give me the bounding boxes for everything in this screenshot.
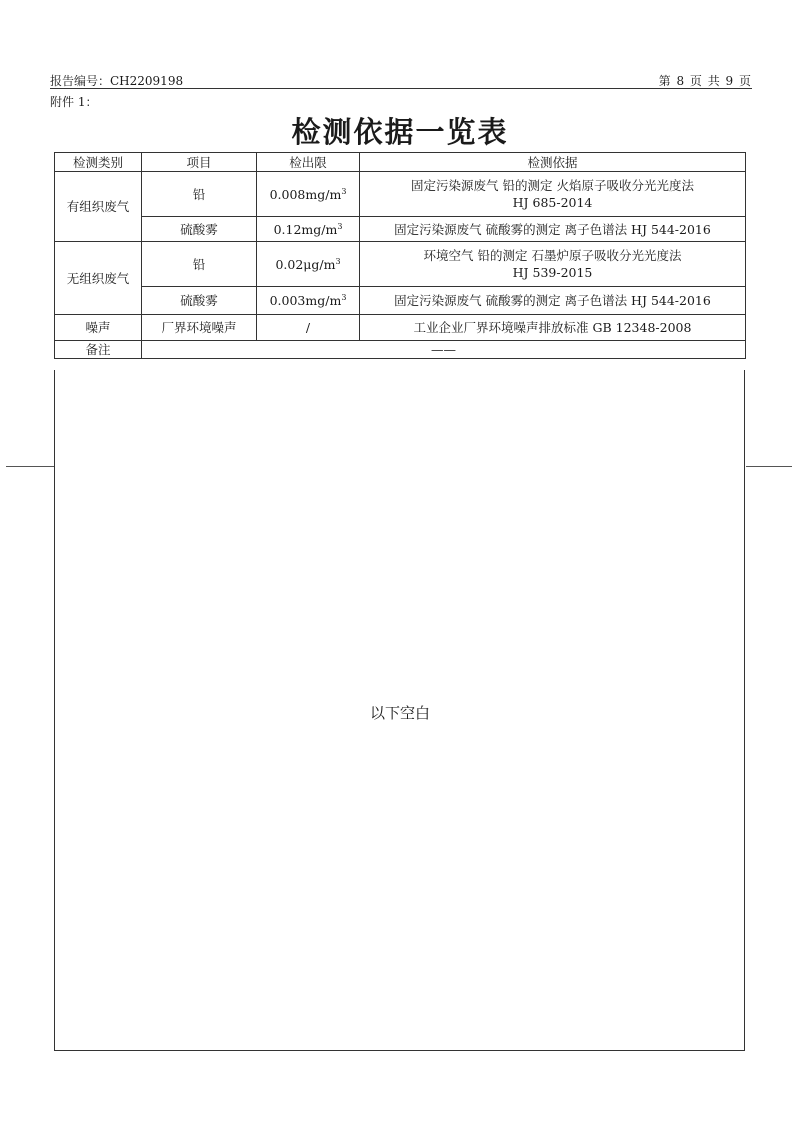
remarks-value: —— bbox=[142, 341, 746, 359]
category-cell: 噪声 bbox=[55, 315, 142, 341]
report-number: 报告编号：CH2209198 bbox=[50, 74, 184, 88]
category-cell: 无组织废气 bbox=[55, 242, 142, 315]
item-cell: 硫酸雾 bbox=[142, 287, 257, 315]
item-cell: 硫酸雾 bbox=[142, 217, 257, 242]
table-row bbox=[55, 287, 746, 315]
header-item: 项目 bbox=[142, 153, 257, 172]
blank-note: 以下空白 bbox=[369, 704, 430, 722]
limit-cell: $0.008mg/m^3$ bbox=[257, 172, 360, 217]
limit-cell: $0.003mg/m^3$ bbox=[257, 287, 360, 315]
fold-mark-left bbox=[6, 466, 54, 467]
header-basis: 检测依据 bbox=[360, 153, 746, 172]
header-limit: 检出限 bbox=[257, 153, 360, 172]
header-category: 检测类别 bbox=[55, 153, 142, 172]
appendix-label: 附件 1： bbox=[50, 95, 98, 109]
category-cell: 有组织废气 bbox=[55, 172, 142, 242]
limit-cell: $0.02\mu g/m^3$ bbox=[257, 242, 360, 287]
remarks-row bbox=[55, 341, 746, 359]
page-indicator: 第 8 页 共 9 页 bbox=[658, 74, 752, 88]
basis-table bbox=[54, 152, 746, 359]
item-cell: 厂界环境噪声 bbox=[142, 315, 257, 341]
table-row bbox=[55, 242, 746, 287]
noise-row bbox=[55, 315, 746, 341]
item-cell: 铅 bbox=[142, 242, 257, 287]
remarks-label: 备注 bbox=[55, 341, 142, 359]
table-header-row bbox=[55, 153, 746, 172]
page-title: 检测依据一览表 bbox=[291, 115, 509, 149]
basis-cell: 环境空气 铅的测定 石墨炉原子吸收分光光度法 HJ 539-2015 bbox=[360, 242, 746, 287]
basis-cell: 固定污染源废气 硫酸雾的测定 离子色谱法 HJ 544-2016 bbox=[360, 217, 746, 242]
basis-cell: 固定污染源废气 硫酸雾的测定 离子色谱法 HJ 544-2016 bbox=[360, 287, 746, 315]
table-row bbox=[55, 217, 746, 242]
item-cell: 铅 bbox=[142, 172, 257, 217]
basis-cell: 工业企业厂界环境噪声排放标准 GB 12348-2008 bbox=[360, 315, 746, 341]
limit-cell: $0.12mg/m^3$ bbox=[257, 217, 360, 242]
limit-cell: / bbox=[257, 315, 360, 341]
table-row bbox=[55, 172, 746, 217]
basis-cell: 固定污染源废气 铅的测定 火焰原子吸收分光光度法 HJ 685-2014 bbox=[360, 172, 746, 217]
header-rule bbox=[50, 88, 752, 89]
fold-mark-right bbox=[746, 466, 792, 467]
